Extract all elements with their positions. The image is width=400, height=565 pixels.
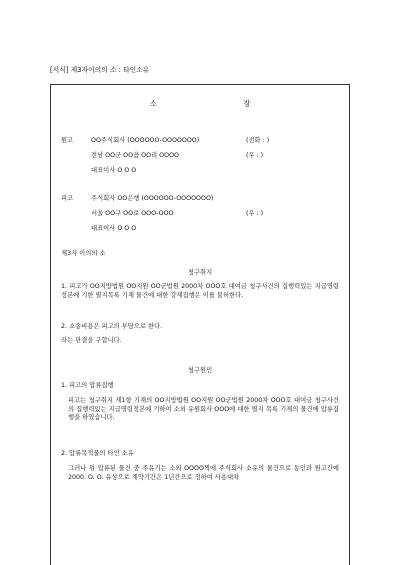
plaintiff-name-row (61, 137, 199, 146)
plaintiff-postal: (우 : ) (246, 152, 264, 159)
plaintiff-address-row (61, 152, 179, 161)
case-name: 제3자 이의의 소 (61, 250, 106, 257)
cause-item-1-title: 1. 피고의 압류집행 (61, 382, 114, 389)
plaintiff-address: 전남 OO군 OO읍 OO리 OOOO (91, 152, 179, 159)
cause-heading: 청구원인 (187, 367, 213, 374)
defendant-name-row (61, 195, 213, 204)
claim-closing: 라는 판결을 구합니다. (61, 337, 122, 344)
defendant-rep-row (61, 225, 136, 234)
document-title: 소 장 (149, 99, 293, 108)
plaintiff-representative: 대표이사 O O O (91, 167, 137, 174)
cause-item-2-body: 그러나 위 압류된 물건 중 주유기는 소외 OOOO쩍에 주식회사 소유의 물건으로 동인과 원고간에 2000. O. O. 유상으로 계약기간은 1년간으로 정하여 사용대차 (68, 465, 339, 481)
plaintiff-rep-row (61, 167, 136, 176)
cause-item-2-title: 2. 압류목적물의 타인 소유 (61, 450, 134, 457)
defendant-address-row (61, 210, 174, 219)
defendant-representative: 대표이사 O O O (91, 225, 137, 232)
defendant-name: 주식회사 OO은행 (OOOOOO-OOOOOOO) (91, 195, 214, 202)
complaint-document (50, 84, 350, 565)
claim-item-1: 1. 피고가 OO지방법원 OO지원 OO군법원 2000차 OOO호 대여금 청구사건의 집행력있는 지급명령정본에 기한 별지목록 기재 물건에 대한 강제집행은 이를 불허한다. (61, 283, 339, 299)
form-label: [서식] 제3자이의의 소 : 타인소유 (50, 66, 150, 74)
plaintiff-phone: (전화 : ) (246, 137, 270, 144)
claim-item-2: 2. 소송비용은 피고의 부담으로 한다. (61, 323, 163, 330)
defendant-address: 서울 OO구 OO로 OOO-OOO (91, 210, 174, 217)
cause-item-1-body: 피고는 청구취지 제1항 기재의 OO지방법원 OO지원 OO군법원 2000차 OOO호 대여금 청구사건의 집행력있는 지급명령정본에 기하여 소외 유원회사 OOO에 대한 별지 목록 기재의 물건에 압류집행을 하였습니다. (68, 397, 339, 421)
defendant-role: 피고 (61, 195, 74, 202)
claim-heading: 청구취지 (187, 269, 213, 276)
plaintiff-role: 원고 (61, 137, 74, 144)
plaintiff-name: OO주식회사 (OOOOOO-OOOOOOO) (91, 137, 200, 144)
defendant-postal: (우 : ) (246, 210, 264, 217)
